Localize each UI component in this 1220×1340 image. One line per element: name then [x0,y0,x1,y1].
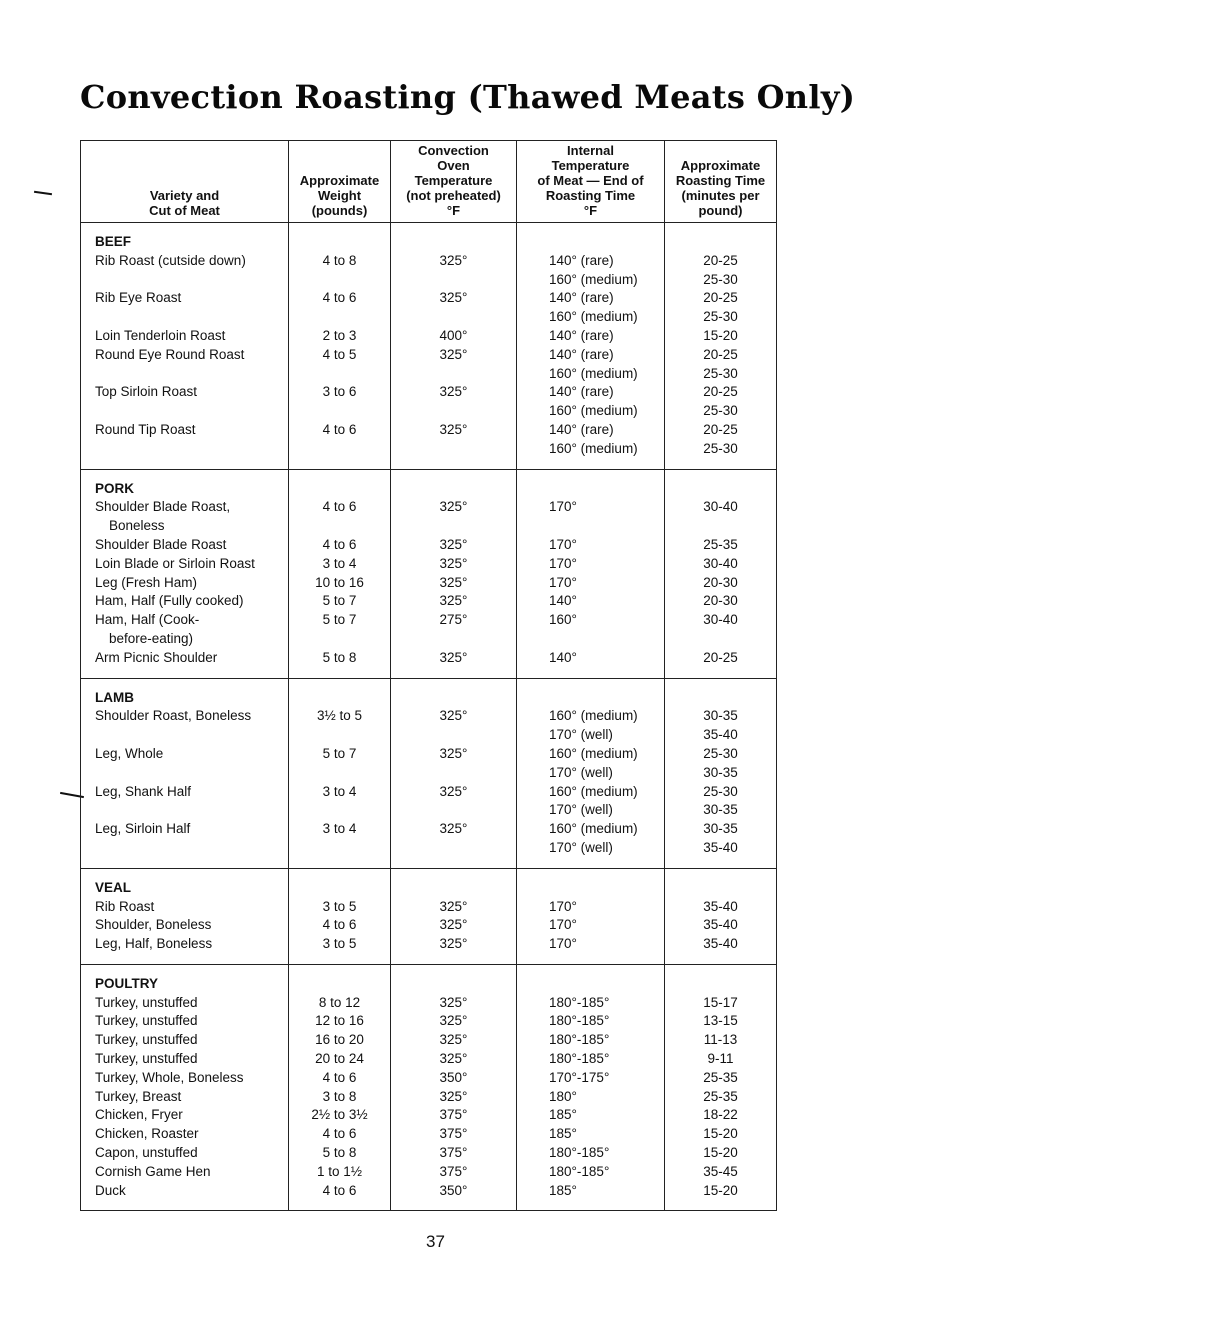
roast-time-value: 20-30 [703,574,738,590]
internal-temp-value: 140° [549,593,577,609]
roast-time-value: 25-30 [703,783,738,799]
cut-name: Ham, Half (Cook- [95,612,200,628]
cut-name: Shoulder, Boneless [95,917,212,933]
internal-temp-value: 170° [549,936,577,952]
spacer-line [391,440,516,459]
roast-time-cell [665,964,777,1211]
roast-time-value: 35-40 [703,727,738,743]
oven-temp-value: 375° [439,1145,468,1161]
cut-name: Leg (Fresh Ham) [95,574,198,590]
internal-temp-value: 180°-185° [549,1051,610,1067]
oven-temp-value: 350° [439,1069,468,1085]
roast-time-value: 30-35 [703,821,738,837]
roast-time-cell [665,469,777,678]
spacer-line [289,801,390,820]
cut-name: Shoulder Roast, Boneless [95,708,252,724]
internal-temp-value: 185° [549,1107,577,1123]
category-group-veal [81,868,777,964]
cut-name: Shoulder Blade Roast, [95,499,231,515]
spacer-line [391,879,516,898]
cut-name-continued: before-eating) [109,630,194,646]
spacer-line [95,726,288,745]
internal-temp-value: 140° (rare) [549,384,614,400]
oven-temp-value: 275° [439,612,468,628]
internal-temp-value: 170° [549,574,577,590]
spacer-line [289,764,390,783]
category-group-beef [81,223,777,470]
roast-time-value: 20-30 [703,593,738,609]
cut-name: Turkey, unstuffed [95,1013,198,1029]
weight-value: 3 to 4 [322,555,357,571]
spacer-line [289,689,390,708]
weight-value: 5 to 7 [322,745,357,761]
internal-temp-value: 180° [549,1088,577,1104]
category-label: POULTRY [95,975,158,991]
weight-value: 5 to 8 [322,1145,357,1161]
cut-name: Rib Eye Roast [95,290,182,306]
weight-value: 4 to 5 [322,346,357,362]
cut-name: Turkey, Breast [95,1088,182,1104]
oven-temp-cell [391,223,517,470]
roast-time-value: 20-25 [703,384,738,400]
cut-name: Turkey, unstuffed [95,1051,198,1067]
spacer-line [289,402,390,421]
oven-temp-value: 325° [439,574,468,590]
col-header-cut: Variety and Cut of Meat [81,141,289,223]
weight-value: 3 to 6 [322,384,357,400]
internal-temp-value: 170° [549,499,577,515]
spacer-line [289,630,390,649]
cut-name: Round Tip Roast [95,421,196,437]
weight-value: 2½ to 3½ [311,1107,368,1123]
weight-value: 4 to 8 [322,252,357,268]
spacer-line [665,517,776,536]
table-row [81,223,777,470]
internal-temp-cell [517,223,665,470]
weight-value: 3 to 5 [322,936,357,952]
cut-name: Shoulder Blade Roast [95,536,227,552]
table-header-row [81,141,777,223]
spacer-line [289,839,390,858]
spacer-line [549,480,664,499]
cut-name: Ham, Half (Fully cooked) [95,593,244,609]
internal-temp-cell [517,469,665,678]
spacer-line [665,689,776,708]
weight-value: 4 to 6 [322,1069,357,1085]
roast-time-value: 35-40 [703,898,738,914]
spacer-line [391,402,516,421]
spacer-line [289,440,390,459]
category-label: BEEF [95,234,132,249]
category-group-poultry [81,964,777,1211]
weight-value: 1 to 1½ [316,1163,363,1179]
roast-time-value: 15-17 [703,994,738,1010]
internal-temp-value: 160° (medium) [549,403,638,419]
spacer-line [665,879,776,898]
spacer-line [95,839,288,858]
spacer-line [289,517,390,536]
internal-temp-value: 180°-185° [549,994,610,1010]
internal-temp-value: 170° [549,898,577,914]
margin-tick-mark [34,191,52,195]
cut-name: Capon, unstuffed [95,1145,198,1161]
spacer-line [95,271,288,290]
roast-time-value: 30-40 [703,612,738,628]
roast-time-value: 15-20 [703,1145,738,1161]
cut-name: Loin Tenderloin Roast [95,327,226,343]
weight-value: 2 to 3 [322,327,357,343]
cut-name: Turkey, unstuffed [95,1032,198,1048]
weight-value: 3 to 4 [322,783,357,799]
spacer-line [391,689,516,708]
cut-cell [81,964,289,1211]
oven-temp-value: 375° [439,1163,468,1179]
oven-temp-value: 325° [439,708,468,724]
oven-temp-value: 325° [439,290,468,306]
internal-temp-cell [517,868,665,964]
roast-time-value: 35-40 [703,917,738,933]
weight-value: 4 to 6 [322,290,357,306]
spacer-line [391,517,516,536]
roast-time-value: 18-22 [703,1107,738,1123]
weight-value: 4 to 6 [322,499,357,515]
spacer-line [95,764,288,783]
oven-temp-value: 375° [439,1107,468,1123]
cut-name: Leg, Sirloin Half [95,821,191,837]
spacer-line [391,630,516,649]
internal-temp-cell [517,964,665,1211]
oven-temp-value: 325° [439,593,468,609]
cut-name-continued: Boneless [109,518,165,534]
internal-temp-value: 170° (well) [549,727,613,743]
cut-cell [81,469,289,678]
cut-name: Cornish Game Hen [95,1163,211,1179]
spacer-line [391,271,516,290]
internal-temp-value: 170° [549,536,577,552]
weight-value: 20 to 24 [315,1051,364,1067]
category-label: LAMB [95,689,134,705]
internal-temp-value: 160° (medium) [549,783,638,799]
roast-time-value: 25-30 [703,745,738,761]
weight-value: 5 to 7 [322,593,357,609]
internal-temp-value: 180°-185° [549,1013,610,1029]
weight-value: 5 to 8 [322,649,357,665]
roast-time-cell [665,223,777,470]
spacer-line [549,975,664,994]
roast-time-value: 30-35 [703,764,738,780]
roast-time-value: 25-30 [703,440,738,456]
cut-name: Round Eye Round Roast [95,346,245,362]
oven-temp-value: 350° [439,1182,468,1198]
oven-temp-value: 375° [439,1126,468,1142]
spacer-line [289,308,390,327]
weight-cell [289,964,391,1211]
roast-time-value: 30-40 [703,555,738,571]
spacer-line [549,233,664,252]
weight-value: 5 to 7 [322,612,357,628]
roast-time-value: 11-13 [703,1032,738,1048]
roast-time-value: 25-35 [703,536,738,552]
internal-temp-value: 160° [549,612,577,628]
internal-temp-cell [517,678,665,868]
category-label: PORK [95,480,135,496]
oven-temp-value: 325° [439,1013,468,1029]
cut-name: Leg, Shank Half [95,783,192,799]
internal-temp-value: 140° [549,649,577,665]
roast-time-value: 20-25 [703,290,738,306]
roast-time-value: 20-25 [703,649,738,665]
spacer-line [391,308,516,327]
cut-name: Top Sirloin Roast [95,384,198,400]
roast-time-value: 35-40 [703,936,738,952]
weight-value: 3 to 8 [322,1088,357,1104]
cut-cell [81,868,289,964]
category-label: VEAL [95,879,132,895]
oven-temp-value: 325° [439,384,468,400]
spacer-line [391,233,516,252]
spacer-line [549,879,664,898]
spacer-line [665,975,776,994]
col-header-roasting-time: Approximate Roasting Time (minutes per pound) [665,141,777,223]
oven-temp-value: 325° [439,1032,468,1048]
spacer-line [391,801,516,820]
weight-value: 4 to 6 [322,1182,357,1198]
internal-temp-value: 180°-185° [549,1163,610,1179]
weight-value: 3½ to 5 [316,708,363,724]
internal-temp-value: 170° (well) [549,839,613,855]
oven-temp-value: 325° [439,649,468,665]
spacer-line [289,480,390,499]
roast-time-value: 20-25 [703,346,738,362]
oven-temp-cell [391,964,517,1211]
spacer-line [391,726,516,745]
spacer-line [95,440,288,459]
spacer-line [549,517,664,536]
weight-cell [289,868,391,964]
oven-temp-cell [391,678,517,868]
cut-name: Chicken, Fryer [95,1107,183,1123]
internal-temp-value: 185° [549,1182,577,1198]
roast-time-value: 13-15 [703,1013,738,1029]
roast-time-value: 25-30 [703,271,738,287]
oven-temp-value: 325° [439,994,468,1010]
internal-temp-value: 140° (rare) [549,346,614,362]
cut-name: Leg, Half, Boneless [95,936,213,952]
spacer-line [289,233,390,252]
internal-temp-value: 140° (rare) [549,290,614,306]
col-header-weight: Approximate Weight (pounds) [289,141,391,223]
page-title: Convection Roasting (Thawed Meats Only) [80,78,856,116]
oven-temp-value: 325° [439,745,468,761]
col-header-oven-temperature: Convection Oven Temperature (not preheated) °F [391,141,517,223]
cut-name: Leg, Whole [95,745,164,761]
spacer-line [95,801,288,820]
weight-value: 10 to 16 [315,574,364,590]
internal-temp-value: 180°-185° [549,1145,610,1161]
page-number: 37 [426,1232,445,1251]
roast-time-value: 30-40 [703,499,738,515]
oven-temp-cell [391,469,517,678]
roast-time-value: 35-45 [703,1163,738,1179]
cut-name: Duck [95,1182,126,1198]
roasting-table [80,140,777,1211]
oven-temp-value: 325° [439,821,468,837]
internal-temp-value: 160° (medium) [549,821,638,837]
spacer-line [289,271,390,290]
internal-temp-value: 140° (rare) [549,327,614,343]
spacer-line [391,480,516,499]
spacer-line [289,879,390,898]
spacer-line [391,365,516,384]
oven-temp-value: 325° [439,346,468,362]
oven-temp-value: 325° [439,898,468,914]
internal-temp-value: 160° (medium) [549,365,638,381]
internal-temp-value: 140° (rare) [549,252,614,268]
oven-temp-value: 325° [439,499,468,515]
cut-name: Loin Blade or Sirloin Roast [95,555,255,571]
oven-temp-value: 325° [439,555,468,571]
roast-time-cell [665,868,777,964]
oven-temp-value: 325° [439,783,468,799]
cut-name: Turkey, Whole, Boneless [95,1069,244,1085]
spacer-line [391,839,516,858]
internal-temp-value: 160° (medium) [549,708,638,724]
roast-time-value: 30-35 [703,708,738,724]
cut-name: Rib Roast (cutside down) [95,252,246,268]
oven-temp-value: 325° [439,917,468,933]
spacer-line [95,365,288,384]
roast-time-value: 15-20 [703,1182,738,1198]
weight-value: 3 to 4 [322,821,357,837]
oven-temp-value: 325° [439,421,468,437]
roast-time-cell [665,678,777,868]
col-header-internal-temperature: Internal Temperature of Meat — End of Roasting Time °F [517,141,665,223]
internal-temp-value: 170° [549,917,577,933]
cut-name: Arm Picnic Shoulder [95,649,218,665]
spacer-line [549,689,664,708]
oven-temp-value: 325° [439,936,468,952]
cut-name: Chicken, Roaster [95,1126,199,1142]
internal-temp-value: 170°-175° [549,1069,610,1085]
internal-temp-value: 170° [549,555,577,571]
oven-temp-value: 400° [439,327,468,343]
internal-temp-value: 160° (medium) [549,440,638,456]
internal-temp-value: 180°-185° [549,1032,610,1048]
spacer-line [391,975,516,994]
weight-value: 4 to 6 [322,917,357,933]
weight-cell [289,678,391,868]
table-row [81,678,777,868]
cut-name: Rib Roast [95,898,155,914]
spacer-line [391,764,516,783]
spacer-line [289,726,390,745]
weight-value: 16 to 20 [315,1032,364,1048]
weight-value: 4 to 6 [322,421,357,437]
weight-value: 8 to 12 [318,994,361,1010]
internal-temp-value: 170° (well) [549,802,613,818]
weight-cell [289,469,391,678]
internal-temp-value: 170° (well) [549,764,613,780]
spacer-line [549,630,664,649]
spacer-line [95,402,288,421]
table-row [81,469,777,678]
roast-time-value: 35-40 [703,839,738,855]
roast-time-value: 25-30 [703,403,738,419]
roast-time-value: 30-35 [703,802,738,818]
weight-value: 4 to 6 [322,1126,357,1142]
spacer-line [665,480,776,499]
roast-time-value: 9-11 [707,1051,734,1067]
oven-temp-cell [391,868,517,964]
weight-cell [289,223,391,470]
internal-temp-value: 160° (medium) [549,309,638,325]
internal-temp-value: 160° (medium) [549,745,638,761]
cut-cell [81,678,289,868]
spacer-line [95,308,288,327]
category-group-pork [81,469,777,678]
roast-time-value: 20-25 [703,421,738,437]
roast-time-value: 15-20 [703,1126,738,1142]
cut-cell [81,223,289,470]
oven-temp-value: 325° [439,1051,468,1067]
spacer-line [665,630,776,649]
table-row [81,964,777,1211]
spacer-line [289,365,390,384]
roast-time-value: 15-20 [703,327,738,343]
roast-time-value: 20-25 [703,252,738,268]
category-group-lamb [81,678,777,868]
internal-temp-value: 185° [549,1126,577,1142]
internal-temp-value: 160° (medium) [549,271,638,287]
oven-temp-value: 325° [439,1088,468,1104]
oven-temp-value: 325° [439,252,468,268]
internal-temp-value: 140° (rare) [549,421,614,437]
oven-temp-value: 325° [439,536,468,552]
spacer-line [289,975,390,994]
spacer-line [665,233,776,252]
roast-time-value: 25-30 [703,365,738,381]
roast-time-value: 25-35 [703,1088,738,1104]
weight-value: 12 to 16 [315,1013,364,1029]
weight-value: 3 to 5 [322,898,357,914]
weight-value: 4 to 6 [322,536,357,552]
roast-time-value: 25-35 [703,1069,738,1085]
roast-time-value: 25-30 [703,309,738,325]
cut-name: Turkey, unstuffed [95,994,198,1010]
table-row [81,868,777,964]
